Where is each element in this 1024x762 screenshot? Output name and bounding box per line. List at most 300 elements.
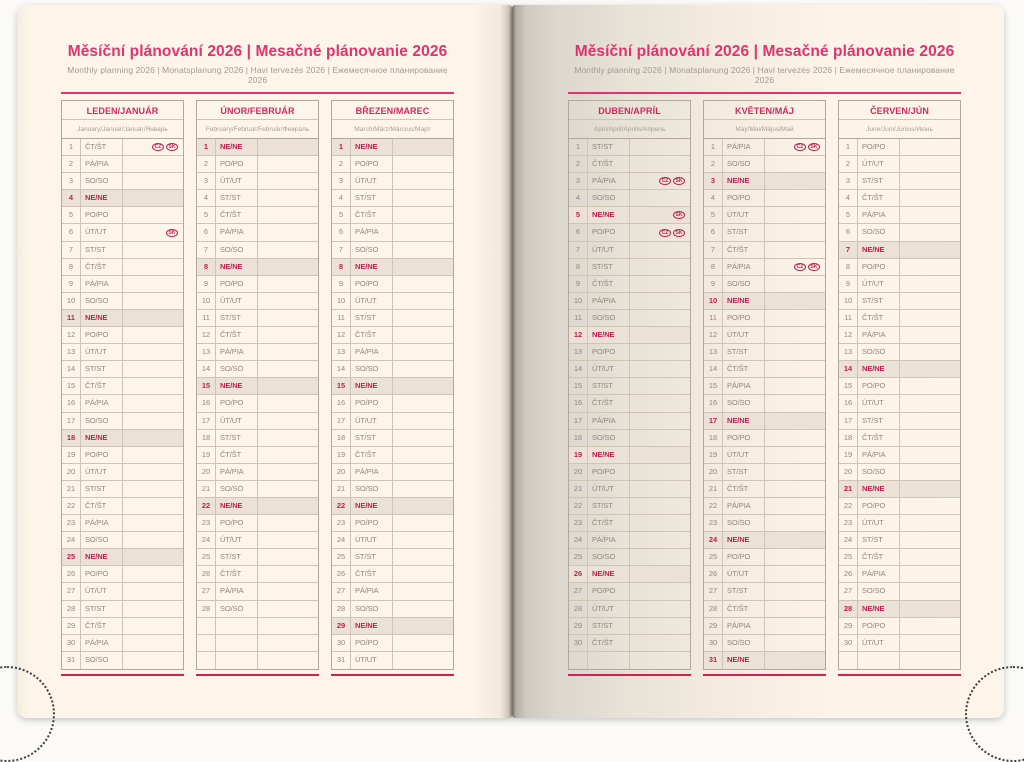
day-row [197,498,318,515]
cz-holiday-badge: CZ [659,177,671,185]
day-abbrev: ÚT/UT [81,224,123,240]
day-abbrev: PÁ/PIA [858,327,900,343]
sk-holiday-badge: SK [673,211,685,219]
day-note-space [900,327,960,343]
day-number: 22 [839,498,858,514]
day-note-space [900,566,960,582]
day-note-space [393,276,453,292]
day-abbrev: NE/NE [216,259,258,275]
day-abbrev: NE/NE [216,378,258,394]
day-number: 11 [197,310,216,326]
day-note-space [900,344,960,360]
day-number: 29 [332,618,351,634]
day-note-space [630,173,690,189]
day-note-space [900,618,960,634]
day-row [704,447,825,464]
day-abbrev: PÁ/PIA [858,566,900,582]
day-row [332,344,453,361]
month-title: LEDEN/JANUÁR [62,101,183,120]
day-note-space [258,532,318,548]
day-note-space [258,430,318,446]
day-abbrev: PO/PO [723,190,765,206]
day-number: 4 [704,190,723,206]
day-note-space [393,413,453,429]
day-abbrev: ÚT/UT [351,293,393,309]
day-note-space [630,156,690,172]
day-number: 23 [62,515,81,531]
day-number: 24 [197,532,216,548]
day-row [839,447,960,464]
day-note-space [900,549,960,565]
day-note-space [123,310,183,326]
day-row [569,242,690,259]
day-note-space [765,652,825,669]
day-number: 26 [704,566,723,582]
day-number: 16 [704,395,723,411]
day-row [839,242,960,259]
day-abbrev: ÚT/UT [216,532,258,548]
day-row [839,361,960,378]
day-number [197,618,216,634]
day-row [197,635,318,652]
day-abbrev: ÚT/UT [858,515,900,531]
day-row [197,549,318,566]
day-row [197,259,318,276]
day-abbrev: ST/ST [858,173,900,189]
day-abbrev: ČT/ŠT [216,566,258,582]
day-note-space [630,583,690,599]
day-number: 7 [62,242,81,258]
day-note-space [123,481,183,497]
day-number: 9 [62,276,81,292]
day-abbrev: SO/SO [216,361,258,377]
day-number: 29 [569,618,588,634]
day-row [704,207,825,224]
day-row [197,344,318,361]
day-abbrev: PO/PO [216,515,258,531]
day-row [332,395,453,412]
day-row [197,430,318,447]
month-grid [838,138,961,670]
day-note-space [393,481,453,497]
day-note-space [123,224,183,240]
day-number: 26 [197,566,216,582]
day-number: 6 [704,224,723,240]
day-number: 1 [332,139,351,155]
day-note-space [258,413,318,429]
day-abbrev: NE/NE [588,447,630,463]
day-abbrev: PÁ/PIA [216,464,258,480]
day-note-space [393,139,453,155]
day-abbrev: ST/ST [81,242,123,258]
day-note-space [630,430,690,446]
day-number: 20 [704,464,723,480]
day-number: 13 [332,344,351,360]
day-number: 25 [839,549,858,565]
day-note-space [123,583,183,599]
day-number: 13 [197,344,216,360]
day-abbrev: SO/SO [216,242,258,258]
day-abbrev: ÚT/UT [351,532,393,548]
day-note-space [123,139,183,155]
day-number: 10 [197,293,216,309]
day-note-space [765,498,825,514]
day-abbrev: ST/ST [81,481,123,497]
day-abbrev: ST/ST [858,413,900,429]
day-note-space [765,464,825,480]
day-row [62,293,183,310]
day-row [704,173,825,190]
day-row [197,293,318,310]
day-row [332,413,453,430]
day-abbrev: SO/SO [351,361,393,377]
day-number: 6 [569,224,588,240]
day-note-space [765,618,825,634]
day-number: 12 [569,327,588,343]
day-number: 24 [569,532,588,548]
day-number: 3 [569,173,588,189]
day-abbrev: PÁ/PIA [858,447,900,463]
day-row [197,378,318,395]
day-row [839,464,960,481]
day-note-space [900,224,960,240]
day-abbrev: SO/SO [723,156,765,172]
day-note-space [258,635,318,651]
day-note-space [258,583,318,599]
day-row [569,139,690,156]
month-column [703,100,826,676]
day-number: 14 [197,361,216,377]
day-number: 24 [332,532,351,548]
day-note-space [123,293,183,309]
day-number: 10 [704,293,723,309]
day-number: 22 [569,498,588,514]
day-note-space [900,635,960,651]
day-abbrev: ČT/ŠT [81,378,123,394]
day-number: 18 [62,430,81,446]
day-number: 13 [704,344,723,360]
day-note-space [630,481,690,497]
day-abbrev: PO/PO [351,156,393,172]
day-note-space [393,566,453,582]
day-abbrev: NE/NE [81,190,123,206]
day-abbrev: ST/ST [81,601,123,617]
day-row [569,481,690,498]
day-number: 20 [197,464,216,480]
day-abbrev: PO/PO [723,549,765,565]
day-number: 18 [332,430,351,446]
day-note-space [258,549,318,565]
day-note-space [765,310,825,326]
day-number: 15 [839,378,858,394]
day-abbrev: PO/PO [858,498,900,514]
day-abbrev: ÚT/UT [858,156,900,172]
day-note-space [900,378,960,394]
day-row [839,430,960,447]
day-abbrev: ČT/ŠT [723,601,765,617]
day-row [569,344,690,361]
day-note-space [258,618,318,634]
day-abbrev: NE/NE [351,259,393,275]
day-abbrev: PO/PO [588,224,630,240]
month-title: DUBEN/APRÍL [569,101,690,120]
day-row [839,413,960,430]
day-abbrev: PO/PO [858,139,900,155]
day-abbrev: ST/ST [588,498,630,514]
day-abbrev: NE/NE [351,618,393,634]
day-row [704,413,825,430]
day-abbrev: SO/SO [858,583,900,599]
day-row [197,447,318,464]
day-number: 17 [569,413,588,429]
day-note-space [900,310,960,326]
day-note-space [123,618,183,634]
day-note-space [123,635,183,651]
month-grid [61,138,184,670]
day-number: 6 [332,224,351,240]
day-note-space [765,413,825,429]
day-note-space [765,327,825,343]
day-abbrev: SO/SO [588,190,630,206]
day-row [569,652,690,669]
day-number: 20 [569,464,588,480]
day-abbrev: SO/SO [723,395,765,411]
day-number: 28 [62,601,81,617]
day-note-space [630,276,690,292]
day-row [839,224,960,241]
day-abbrev: SO/SO [588,310,630,326]
day-note-space [765,395,825,411]
day-note-space [123,344,183,360]
day-abbrev: SO/SO [351,481,393,497]
day-number: 21 [197,481,216,497]
day-note-space [393,310,453,326]
day-abbrev: PO/PO [81,327,123,343]
day-abbrev: ST/ST [723,344,765,360]
day-abbrev: ČT/ŠT [216,327,258,343]
day-note-space [123,156,183,172]
day-abbrev: ČT/ŠT [216,447,258,463]
day-abbrev: ČT/ŠT [81,139,123,155]
day-note-space [900,173,960,189]
day-note-space [765,601,825,617]
day-note-space [900,498,960,514]
day-number: 8 [569,259,588,275]
day-row [332,447,453,464]
day-note-space [258,224,318,240]
day-note-space [630,413,690,429]
day-note-space [258,395,318,411]
day-number: 15 [62,378,81,394]
day-number: 11 [569,310,588,326]
day-number: 3 [332,173,351,189]
day-note-space [258,344,318,360]
day-row [197,327,318,344]
day-abbrev: NE/NE [588,207,630,223]
day-row [62,583,183,600]
day-number: 4 [839,190,858,206]
day-note-space [258,652,318,669]
day-abbrev [216,652,258,669]
day-abbrev: NE/NE [723,293,765,309]
day-row [704,618,825,635]
day-note-space [630,259,690,275]
day-row [332,293,453,310]
day-note-space [765,344,825,360]
day-number: 18 [839,430,858,446]
day-row [704,259,825,276]
day-row [62,430,183,447]
day-abbrev: SO/SO [81,413,123,429]
cz-holiday-badge: CZ [659,229,671,237]
day-row [839,327,960,344]
day-number: 4 [569,190,588,206]
day-row [62,635,183,652]
day-row [332,566,453,583]
day-abbrev: PÁ/PIA [81,635,123,651]
day-number: 30 [839,635,858,651]
day-abbrev: PÁ/PIA [858,207,900,223]
day-number: 13 [569,344,588,360]
day-row [569,618,690,635]
day-abbrev: PO/PO [216,395,258,411]
day-row [704,242,825,259]
day-note-space [258,378,318,394]
day-row [197,156,318,173]
day-row [197,139,318,156]
day-abbrev: NE/NE [81,430,123,446]
day-row [839,190,960,207]
day-abbrev: PO/PO [351,276,393,292]
day-abbrev: ČT/ŠT [351,447,393,463]
day-note-space [765,583,825,599]
day-number: 11 [839,310,858,326]
day-number: 12 [197,327,216,343]
day-row [839,293,960,310]
day-number [197,652,216,669]
left-page [17,5,512,718]
day-abbrev: ČT/ŠT [81,259,123,275]
day-note-space [393,259,453,275]
day-note-space [393,532,453,548]
day-abbrev: SO/SO [858,464,900,480]
day-row [569,532,690,549]
day-row [839,532,960,549]
day-number: 25 [332,549,351,565]
day-note-space [258,259,318,275]
day-row [839,566,960,583]
day-note-space [900,447,960,463]
day-abbrev: ČT/ŠT [588,276,630,292]
day-row [62,618,183,635]
day-number: 14 [332,361,351,377]
day-note-space [900,601,960,617]
day-row [62,327,183,344]
day-abbrev: ÚT/UT [858,395,900,411]
day-note-space [900,413,960,429]
day-number: 2 [62,156,81,172]
month-subtitle: June/Juni/Június/Июнь [866,126,933,133]
day-row [839,481,960,498]
day-note-space [630,327,690,343]
day-note-space [630,139,690,155]
day-number: 20 [62,464,81,480]
day-row [332,515,453,532]
day-number [569,652,588,669]
day-abbrev: PO/PO [81,447,123,463]
day-abbrev: ST/ST [351,310,393,326]
day-note-space [630,293,690,309]
day-note-space [630,344,690,360]
day-number: 6 [62,224,81,240]
day-number: 27 [839,583,858,599]
day-number: 3 [62,173,81,189]
day-abbrev: PÁ/PIA [216,224,258,240]
day-number: 25 [197,549,216,565]
day-row [332,652,453,669]
day-abbrev: SO/SO [858,224,900,240]
day-row [197,618,318,635]
day-number: 7 [569,242,588,258]
day-note-space [765,481,825,497]
day-note-space [393,242,453,258]
day-note-space [123,430,183,446]
day-note-space [900,207,960,223]
day-number: 5 [332,207,351,223]
day-abbrev: PÁ/PIA [81,156,123,172]
day-number: 5 [197,207,216,223]
day-number: 10 [839,293,858,309]
day-note-space [765,207,825,223]
day-abbrev: ÚT/UT [588,242,630,258]
day-abbrev: PO/PO [81,207,123,223]
month-header [568,100,691,138]
day-number: 27 [704,583,723,599]
month-subtitle: January/Januar/Január/Январь [77,126,168,133]
day-number: 6 [197,224,216,240]
day-row [569,327,690,344]
day-row [332,601,453,618]
day-row [62,173,183,190]
day-row [62,549,183,566]
day-number: 28 [839,601,858,617]
day-abbrev: NE/NE [723,413,765,429]
day-note-space [258,515,318,531]
day-number: 16 [197,395,216,411]
day-note-space [765,361,825,377]
sk-holiday-badge: SK [673,177,685,185]
day-number: 14 [704,361,723,377]
day-abbrev: NE/NE [723,173,765,189]
day-abbrev: ST/ST [723,464,765,480]
day-number: 27 [332,583,351,599]
day-row [197,173,318,190]
day-abbrev [216,618,258,634]
day-note-space [123,601,183,617]
day-number: 26 [62,566,81,582]
sk-holiday-badge: SK [808,143,820,151]
day-row [62,481,183,498]
month-subtitle: February/Februar/Február/Февраль [205,126,310,133]
day-abbrev: SO/SO [723,635,765,651]
right-page [512,5,1004,718]
day-number: 18 [704,430,723,446]
day-row [332,259,453,276]
day-note-space [393,652,453,669]
day-row [332,276,453,293]
month-header [61,100,184,138]
day-number: 15 [197,378,216,394]
